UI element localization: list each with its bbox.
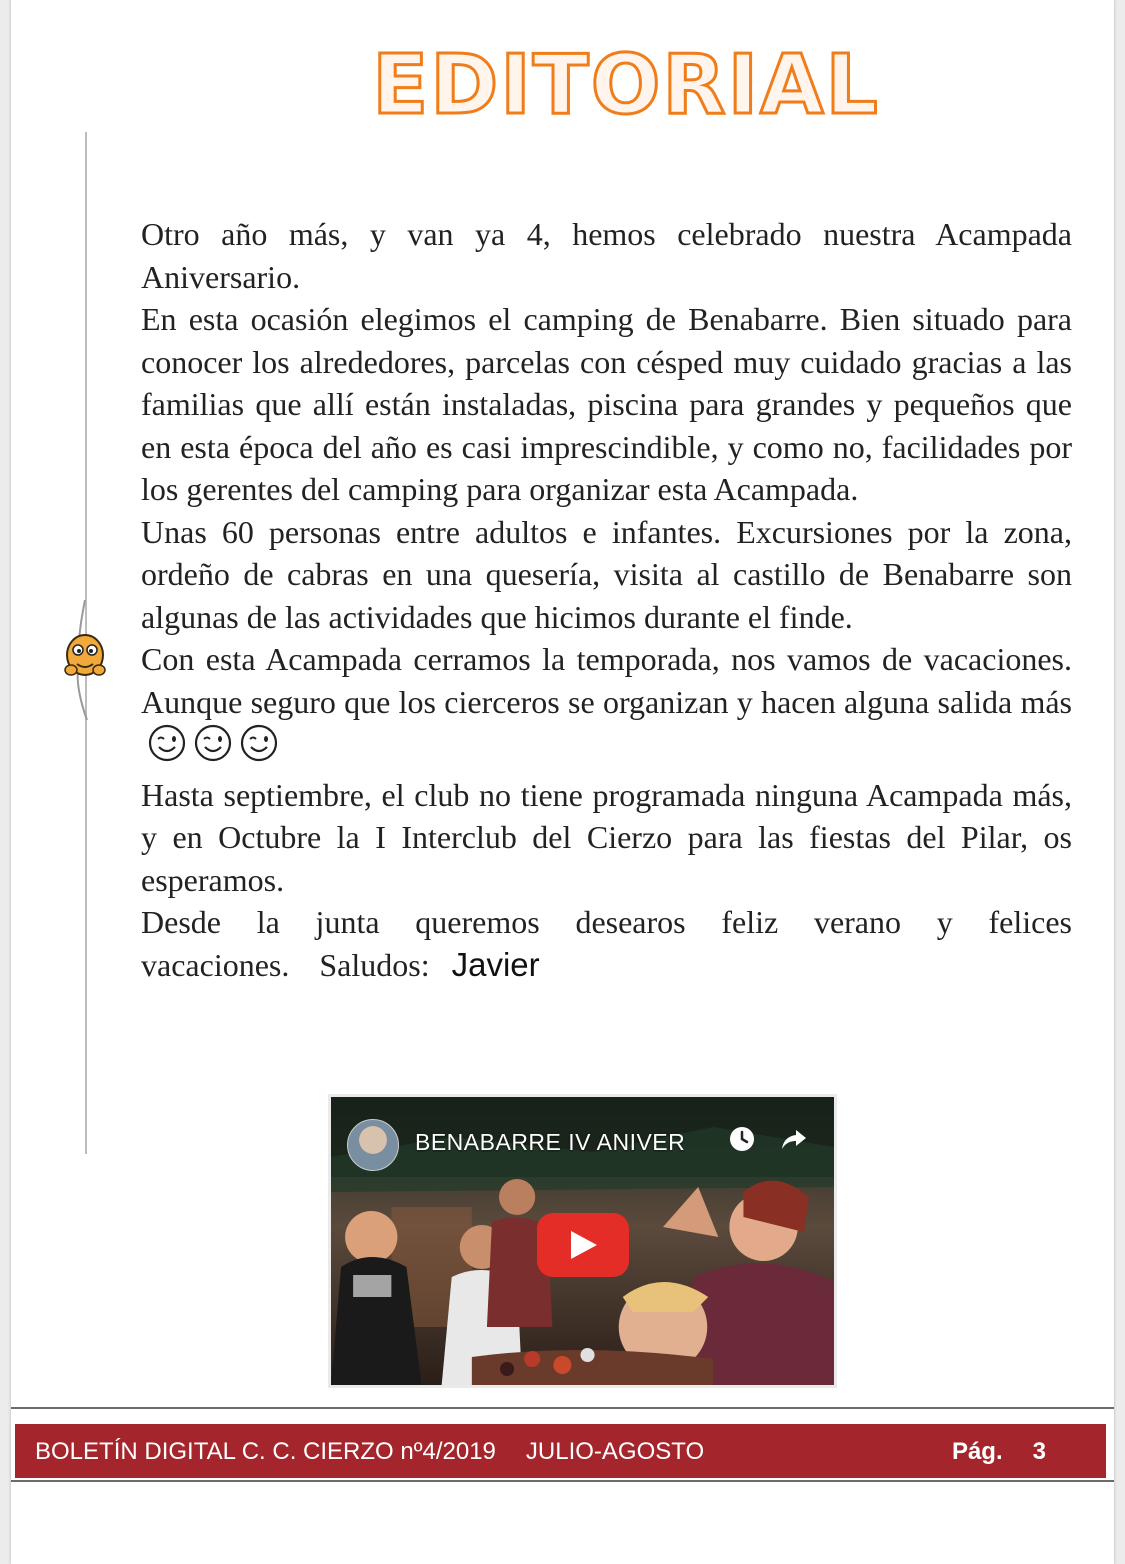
signature: Javier [451, 945, 540, 983]
paragraph: Unas 60 personas entre adultos e infantes. Excursiones por la zona, ordeño de cabras en una quesería, visita al castillo de Benabarre son algunas de las actividades que hicimos durante el finde. [141, 513, 1072, 635]
play-icon [571, 1231, 597, 1259]
paragraph-text: Desde la junta queremos desearos feliz verano y felices vacaciones. [141, 904, 1072, 983]
wink-emoji-icon [193, 723, 233, 774]
editorial-body [141, 213, 1072, 986]
share-icon[interactable] [780, 1125, 808, 1153]
video-thumbnail[interactable] [331, 1097, 834, 1385]
video-title[interactable]: BENABARRE IV ANIVER [415, 1129, 686, 1155]
footer-rule-bottom [11, 1480, 1114, 1482]
page-label: Pág. [951, 1438, 1003, 1465]
footer-page [952, 1438, 1046, 1466]
channel-avatar[interactable] [347, 1119, 399, 1171]
period-label: JULIO-AGOSTO [525, 1438, 705, 1465]
paragraph: Otro año más, y van ya 4, hemos celebrado nuestra Acampada Aniversario. [141, 216, 1072, 295]
paragraph: En esta ocasión elegimos el camping de Benabarre. Bien situado para conocer los alrededores, parcelas con césped muy cuidado gracias a las familias que allí están instaladas, piscina para grandes y pequeños que en esta época del año es casi imprescindible, y como no, facilidades por los gerentes del camping para organizar esta Acampada. [141, 301, 1072, 507]
paragraph [141, 638, 1072, 774]
page-number: 3 [1032, 1438, 1046, 1465]
paragraph: Hasta septiembre, el club no tiene programada ninguna Acampada más, y en Octubre la I Interclub del Cierzo para las fiestas del Pilar, os esperamos. [141, 776, 1072, 898]
video-embed[interactable] [328, 1094, 837, 1388]
footer-bar [15, 1424, 1106, 1478]
peeking-character-icon [59, 600, 111, 720]
footer-left [35, 1438, 704, 1466]
play-button[interactable] [537, 1213, 629, 1277]
footer-rule-top [11, 1407, 1114, 1409]
paragraph-text: Con esta Acampada cerramos la temporada, nos vamos de vacaciones. Aunque seguro que los cierceros se organizan y hacen alguna salida más [141, 641, 1072, 720]
publication-label: BOLETÍN DIGITAL C. C. CIERZO nº4/2019 [35, 1438, 496, 1465]
paragraph [141, 901, 1072, 986]
page [11, 0, 1114, 1564]
page-title: EDITORIAL [372, 38, 880, 133]
salutation: Saludos: [319, 946, 430, 983]
watch-later-icon[interactable] [728, 1125, 756, 1153]
wink-emoji-icon [147, 723, 187, 774]
wink-emoji-icon [239, 723, 279, 774]
